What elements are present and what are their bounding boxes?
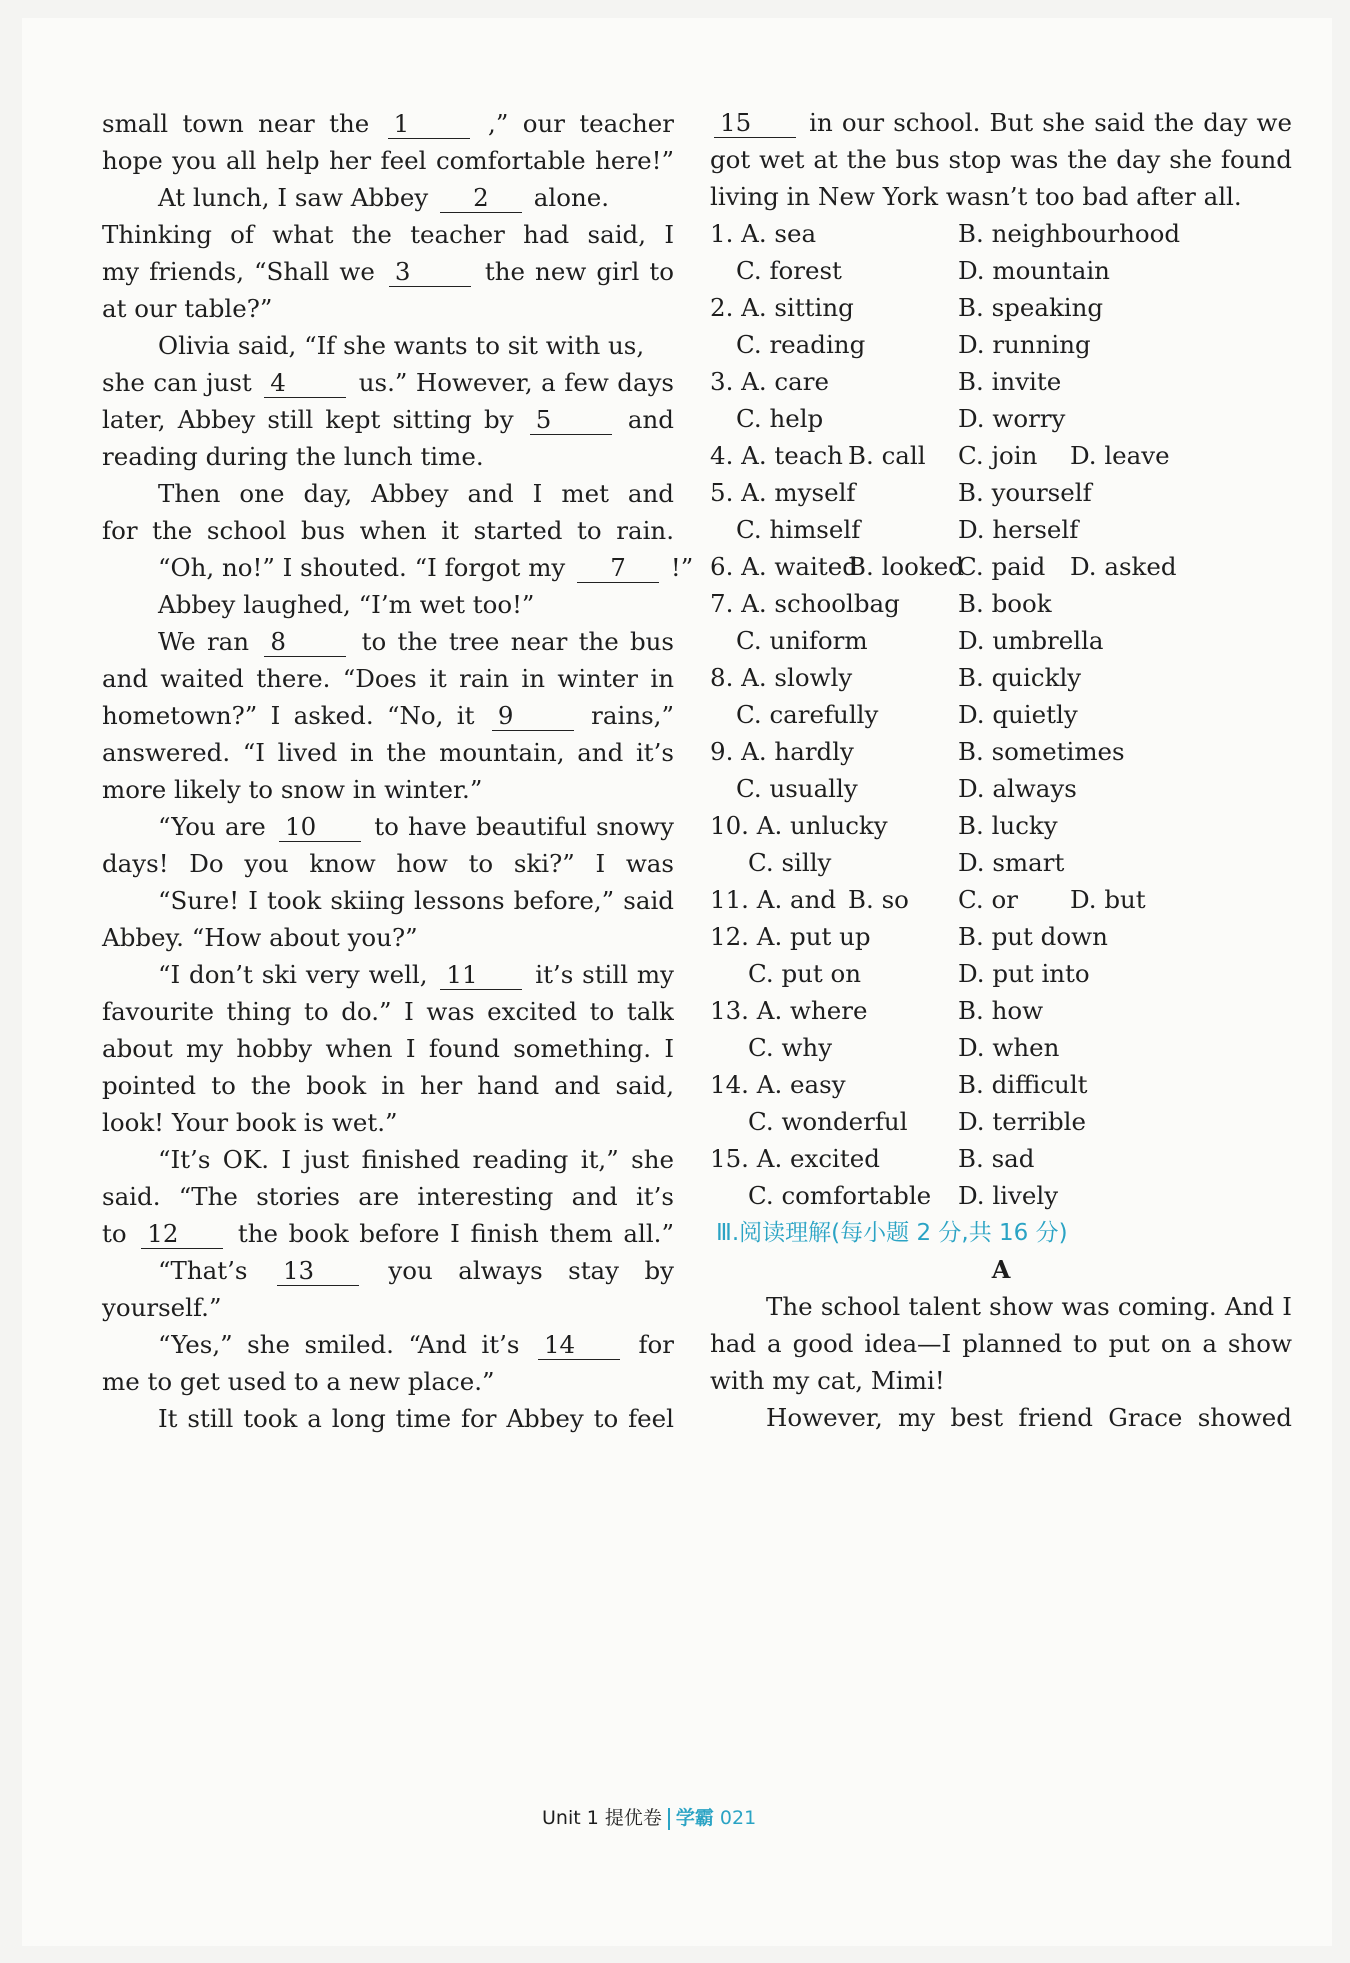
answer-option: C. why	[748, 1033, 833, 1062]
passage-line	[710, 1398, 1292, 1438]
answer-option: B. book	[958, 589, 1052, 618]
option-row	[710, 251, 1292, 291]
passage-line	[102, 363, 674, 403]
blank-12: 12	[141, 1220, 223, 1249]
answer-option: D. lively	[958, 1181, 1059, 1210]
answer-option: D. herself	[958, 515, 1079, 544]
blank-15: 15	[714, 109, 796, 138]
answer-option: 8. A. slowly	[710, 663, 853, 692]
answer-option: B. sad	[958, 1144, 1035, 1173]
answer-option: D. umbrella	[958, 626, 1104, 655]
line-text: to	[102, 1219, 127, 1248]
line-text: ,” our teacher	[488, 109, 674, 138]
answer-option: 11. A. and	[710, 885, 837, 914]
option-row	[710, 917, 1292, 957]
blank-3: 3	[389, 258, 471, 287]
option-row	[710, 806, 1292, 846]
answer-option: 7. A. schoolbag	[710, 589, 900, 618]
line-text: Abbey. “How about you?”	[102, 923, 418, 952]
passage-line	[102, 1251, 674, 1291]
line-text: favourite thing to do.” I was excited to talk	[102, 997, 674, 1026]
blank-10: 10	[279, 813, 361, 842]
footer-unit: Unit 1 提优卷	[542, 1807, 662, 1829]
answer-option: 10. A. unlucky	[710, 811, 888, 840]
option-row	[710, 436, 1292, 476]
option-row	[710, 1176, 1292, 1216]
line-text: “That’s	[158, 1256, 248, 1285]
answer-option: 15. A. excited	[710, 1144, 880, 1173]
option-row	[710, 510, 1292, 550]
answer-option: C. paid	[958, 552, 1046, 581]
answer-option: D. terrible	[958, 1107, 1086, 1136]
answer-option: D. but	[1070, 885, 1146, 914]
passage-line	[102, 696, 674, 736]
blank-7: 7	[577, 554, 659, 583]
answer-option: C. himself	[736, 515, 861, 544]
answer-option: B. put down	[958, 922, 1108, 951]
line-text: Olivia said, “If she wants to sit with us,	[158, 331, 645, 360]
blank-4: 4	[264, 369, 346, 398]
answer-option: 5. A. myself	[710, 478, 856, 507]
line-text: We ran	[158, 627, 250, 656]
answer-option: D. always	[958, 774, 1077, 803]
line-text: Then one day, Abbey and I met and	[158, 479, 674, 508]
option-row	[710, 769, 1292, 809]
option-row	[710, 1065, 1292, 1105]
line-text: reading during the lunch time.	[102, 442, 484, 471]
option-row	[710, 954, 1292, 994]
option-row	[710, 547, 1292, 587]
option-row	[710, 1139, 1292, 1179]
passage-line	[102, 1066, 674, 1106]
answer-option: B. speaking	[958, 293, 1104, 322]
line-text: with my cat, Mimi!	[710, 1366, 945, 1395]
line-text: and waited there. “Does it rain in winter in	[102, 664, 674, 693]
answer-option: 12. A. put up	[710, 922, 871, 951]
answer-option: C. silly	[748, 848, 832, 877]
line-text: for the school bus when it started to rain.	[102, 516, 674, 545]
passage-line	[102, 1325, 674, 1365]
line-text: days! Do you know how to ski?” I was	[102, 849, 674, 878]
passage-line	[102, 252, 674, 292]
answer-option: 4. A. teach	[710, 441, 843, 470]
answer-option: 6. A. waited	[710, 552, 858, 581]
blank-11: 11	[440, 961, 522, 990]
passage-line	[710, 140, 1292, 180]
passage-line	[102, 1177, 674, 1217]
blank-9: 9	[492, 702, 574, 731]
answer-option: 14. A. easy	[710, 1070, 846, 1099]
passage-line	[102, 807, 674, 847]
answer-option: D. asked	[1070, 552, 1177, 581]
line-text: hometown?” I asked. “No, it	[102, 701, 475, 730]
answer-option: D. leave	[1070, 441, 1170, 470]
line-text: Thinking of what the teacher had said, I	[102, 220, 674, 249]
line-text: got wet at the bus stop was the day she found	[710, 145, 1292, 174]
line-text: It still took a long time for Abbey to feel	[158, 1404, 674, 1433]
option-row	[710, 362, 1292, 402]
line-text: my friends, “Shall we	[102, 257, 375, 286]
passage-line	[710, 103, 1292, 143]
passage-line	[102, 1362, 674, 1402]
line-text: us.” However, a few days	[358, 368, 674, 397]
line-text: living in New York wasn’t too bad after all.	[710, 182, 1242, 211]
option-row	[710, 621, 1292, 661]
line-text: yourself.”	[102, 1293, 222, 1322]
answer-option: 2. A. sitting	[710, 293, 854, 322]
line-text: look! Your book is wet.”	[102, 1108, 398, 1137]
option-row	[710, 1102, 1292, 1142]
answer-option: 13. A. where	[710, 996, 868, 1025]
blank-1: 1	[388, 110, 470, 139]
passage-line	[102, 992, 674, 1032]
option-row	[710, 732, 1292, 772]
passage-line	[102, 881, 674, 921]
line-text: alone.	[533, 183, 610, 212]
answer-option: C. carefully	[736, 700, 879, 729]
answer-option: C. usually	[736, 774, 858, 803]
passage-line	[102, 918, 674, 958]
answer-option: C. comfortable	[748, 1181, 932, 1210]
passage-line	[102, 474, 674, 514]
passage-line	[102, 1029, 674, 1069]
line-text: At lunch, I saw Abbey	[158, 183, 429, 212]
passage-line	[102, 1214, 674, 1254]
answer-option: C. wonderful	[748, 1107, 908, 1136]
passage-line	[102, 1288, 674, 1328]
line-text: said. “The stories are interesting and it’s	[102, 1182, 674, 1211]
passage-line	[102, 844, 674, 884]
answer-option: D. quietly	[958, 700, 1078, 729]
passage-line	[102, 585, 674, 625]
line-text: Abbey laughed, “I’m wet too!”	[158, 590, 535, 619]
passage-line	[102, 437, 674, 477]
answer-option: 1. A. sea	[710, 219, 817, 248]
line-text: hope you all help her feel comfortable here!”	[102, 146, 674, 175]
line-text: at our table?”	[102, 294, 273, 323]
footer-divider	[668, 1808, 670, 1830]
page-footer	[542, 1800, 756, 1836]
line-text: in our school. But she said the day we	[809, 108, 1292, 137]
option-row	[710, 880, 1292, 920]
passage-line	[102, 215, 674, 255]
option-row	[710, 658, 1292, 698]
line-text: pointed to the book in her hand and said,	[102, 1071, 674, 1100]
answer-option: B. call	[848, 441, 926, 470]
answer-option: 9. A. hardly	[710, 737, 854, 766]
option-row	[710, 214, 1292, 254]
answer-option: B. looked	[848, 552, 964, 581]
passage-line	[102, 548, 694, 588]
line-text: to the tree near the bus	[361, 627, 674, 656]
line-text: answered. “I lived in the mountain, and it’s	[102, 738, 674, 767]
exam-page	[22, 18, 1332, 1946]
option-row	[710, 991, 1292, 1031]
blank-14: 14	[538, 1331, 620, 1360]
line-text: to have beautiful snowy	[374, 812, 674, 841]
answer-option: B. lucky	[958, 811, 1058, 840]
passage-line	[710, 1361, 1292, 1401]
line-text: “It’s OK. I just finished reading it,” she	[158, 1145, 674, 1174]
line-text: !”	[670, 553, 694, 582]
option-row	[710, 288, 1292, 328]
line-text: you always stay by	[388, 1256, 674, 1285]
line-text: the book before I finish them all.”	[237, 1219, 674, 1248]
passage-line	[102, 1103, 674, 1143]
answer-option: B. invite	[958, 367, 1062, 396]
answer-option: B. neighbourhood	[958, 219, 1181, 248]
passage-line	[102, 1399, 674, 1439]
line-text: “Yes,” she smiled. “And it’s	[158, 1330, 520, 1359]
answer-option: B. quickly	[958, 663, 1082, 692]
option-row	[710, 399, 1292, 439]
line-text: more likely to snow in winter.”	[102, 775, 483, 804]
line-text: later, Abbey still kept sitting by	[102, 405, 514, 434]
answer-option: C. reading	[736, 330, 866, 359]
line-text: “Sure! I took skiing lessons before,” said	[158, 886, 674, 915]
line-text: “Oh, no!” I shouted. “I forgot my	[158, 553, 566, 582]
answer-option: D. mountain	[958, 256, 1110, 285]
line-text: The school talent show was coming. And I	[766, 1292, 1292, 1321]
option-row	[710, 325, 1292, 365]
line-text: “You are	[158, 812, 266, 841]
blank-13: 13	[277, 1257, 359, 1286]
answer-option: D. running	[958, 330, 1091, 359]
passage-line	[102, 1140, 674, 1180]
passage-line	[102, 770, 674, 810]
answer-option: 3. A. care	[710, 367, 829, 396]
blank-5: 5	[530, 406, 612, 435]
option-row	[710, 1028, 1292, 1068]
line-text: me to get used to a new place.”	[102, 1367, 495, 1396]
line-text: the new girl to	[484, 257, 674, 286]
answer-option: B. yourself	[958, 478, 1092, 507]
passage-line	[102, 178, 674, 218]
option-row	[710, 695, 1292, 735]
line-text: had a good idea—I planned to put on a show	[710, 1329, 1292, 1358]
page-number: 021	[719, 1807, 757, 1829]
passage-line	[102, 622, 674, 662]
answer-option: C. uniform	[736, 626, 868, 655]
passage-line	[102, 289, 674, 329]
footer-brand: 学霸	[675, 1807, 714, 1829]
passage-line	[102, 400, 674, 440]
line-text: and	[627, 405, 674, 434]
answer-option: D. put into	[958, 959, 1090, 988]
answer-option: B. difficult	[958, 1070, 1088, 1099]
passage-line	[710, 1324, 1292, 1364]
passage-line	[102, 104, 674, 144]
answer-option: C. put on	[748, 959, 862, 988]
blank-8: 8	[264, 628, 346, 657]
option-row	[710, 584, 1292, 624]
answer-option: C. help	[736, 404, 824, 433]
passage-line	[102, 141, 674, 181]
blank-2: 2	[440, 184, 522, 213]
answer-option: D. smart	[958, 848, 1065, 877]
line-text: However, my best friend Grace showed	[766, 1403, 1292, 1432]
answer-option: C. forest	[736, 256, 842, 285]
line-text: about my hobby when I found something. I	[102, 1034, 674, 1063]
passage-line	[102, 511, 674, 551]
answer-option: C. or	[958, 885, 1018, 914]
passage-title: A	[991, 1255, 1011, 1284]
passage-line	[102, 326, 674, 366]
answer-option: C. join	[958, 441, 1038, 470]
option-row	[710, 473, 1292, 513]
answer-option: D. worry	[958, 404, 1066, 433]
option-row	[710, 843, 1292, 883]
line-text: she can just	[102, 368, 252, 397]
answer-option: B. so	[848, 885, 909, 914]
passage-line	[710, 177, 1292, 217]
answer-option: B. how	[958, 996, 1044, 1025]
line-text: it’s still my	[535, 960, 674, 989]
line-text: for	[638, 1330, 674, 1359]
answer-option: B. sometimes	[958, 737, 1125, 766]
passage-line	[710, 1287, 1292, 1327]
section-heading: Ⅲ.阅读理解(每小题 2 分,共 16 分)	[716, 1220, 1068, 1246]
answer-option: D. when	[958, 1033, 1060, 1062]
passage-line	[102, 733, 674, 773]
line-text: rains,”	[591, 701, 674, 730]
passage-line	[102, 659, 674, 699]
line-text: small town near the	[102, 109, 370, 138]
line-text: “I don’t ski very well,	[158, 960, 428, 989]
passage-line	[102, 955, 674, 995]
